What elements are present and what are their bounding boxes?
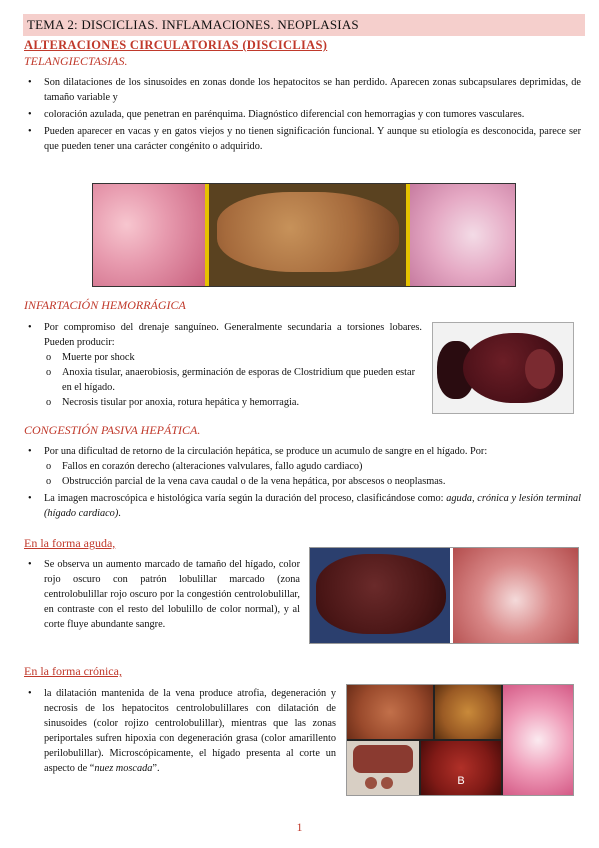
congestion-types: aguda, crónica y lesión terminal (hígado cardiaco)	[44, 493, 581, 519]
page-header	[23, 14, 585, 36]
congestion-sublist	[44, 459, 581, 489]
nuez-moscada: nuez moscada	[94, 763, 153, 774]
sub-list-item: o Fallos en corazón derecho (alteraciones valvulares, fallo agudo cardiaco)	[44, 459, 581, 474]
list-item: • Pueden aparecer en vacas y en gatos viejos y no tienen significación funcional. Y aunque su etiología es desconocida, parece ser que pueden tener una carácter congénito o adquirido.	[24, 124, 581, 154]
congestion-list	[24, 444, 581, 523]
list-item: • coloración azulada, que penetran en parénquima. Diagnóstico diferencial con hemorragias y con tumores vasculares.	[24, 107, 581, 122]
histology-image	[503, 685, 573, 795]
infartacion-heading: INFARTACIÓN HEMORRÁGICA	[24, 298, 186, 312]
list-item: • La imagen macroscópica e histológica varía según la duración del proceso, clasificándose como: aguda, crónica y lesión terminal (hígado cardiaco).	[24, 491, 581, 521]
list-item: • Son dilataciones de los sinusoides en zonas donde los hepatocitos se han perdido. Aparecen zonas subcapsulares deprimidas, de tamaño variable y	[24, 75, 581, 105]
list-item: • Se observa un aumento marcado de tamaño del hígado, color rojo oscuro con patrón lobulillar marcado (zona centrolobulillar rojo oscuro por la congestión centrolobulillar, en contraste con el resto del lobulillo de color normal), y al corte fluye abundante sangre.	[24, 557, 300, 632]
panel-label: B	[457, 775, 465, 787]
header-title: TEMA 2: DISCICLIAS. INFLAMACIONES. NEOPLASIAS	[27, 17, 359, 32]
cronica-heading: En la forma crónica,	[24, 664, 122, 678]
infartacion-bullet: Por compromiso del drenaje sanguíneo. Generalmente secundaria a torsiones lobares. Pueden producir:	[44, 322, 422, 348]
liver-gross-image	[209, 184, 406, 286]
infartacion-sublist	[44, 350, 422, 410]
page-number: 1	[296, 820, 303, 834]
section-title: ALTERACIONES CIRCULATORIAS (DISCICLIAS)	[24, 38, 328, 52]
infarct-liver-image	[432, 322, 574, 414]
sub-list-item: o Anoxia tisular, anaerobiosis, germinación de esporas de Clostridium que pueden estar en el hígado.	[44, 365, 422, 395]
list-item	[24, 444, 581, 489]
liver-gross-image	[347, 685, 433, 739]
list-item	[24, 320, 422, 410]
sub-list-item: o Necrosis tisular por anoxia, rotura hepática y hemorragia.	[44, 395, 422, 410]
telangiectasias-heading: TELANGIECTASIAS.	[24, 54, 128, 68]
telangiectasias-list	[24, 75, 581, 156]
list-item: • la dilatación mantenida de la vena produce atrofia, degeneración y necrosis de los hepatocitos centrolobulillares con dilatación de sinusoides (color rojizo centrolobulillar), mientras que las zonas periportales sufren hipoxia con degeneración grasa (color amarillento perilobulillar). Microscópicamente, el hígado presenta al corte un aspecto de “nuez moscada”.	[24, 686, 336, 776]
telangiectasia-figure	[92, 183, 516, 287]
aguda-figure	[309, 547, 579, 644]
sub-list-item: o Muerte por shock	[44, 350, 422, 365]
liver-gross-image	[435, 685, 501, 739]
congestion-heading: CONGESTIÓN PASIVA HEPÁTICA.	[24, 423, 201, 437]
cronica-figure	[346, 684, 574, 796]
sub-list-item: o Obstrucción parcial de la vena cava caudal o de la vena hepática, por abscesos o neoplasmas.	[44, 474, 581, 489]
congestion-bullet: Por una dificultad de retorno de la circulación hepática, se produce un acumulo de sangre en el hígado. Por:	[44, 446, 488, 457]
infartacion-list	[24, 320, 422, 412]
aguda-heading: En la forma aguda,	[24, 536, 116, 550]
aguda-list	[24, 557, 300, 634]
histology-image	[453, 548, 578, 643]
liver-gross-image	[310, 548, 450, 643]
histology-image	[410, 184, 515, 286]
histology-image	[93, 184, 205, 286]
liver-gross-image	[347, 741, 419, 795]
liver-gross-image	[421, 741, 501, 795]
cronica-list	[24, 686, 336, 778]
